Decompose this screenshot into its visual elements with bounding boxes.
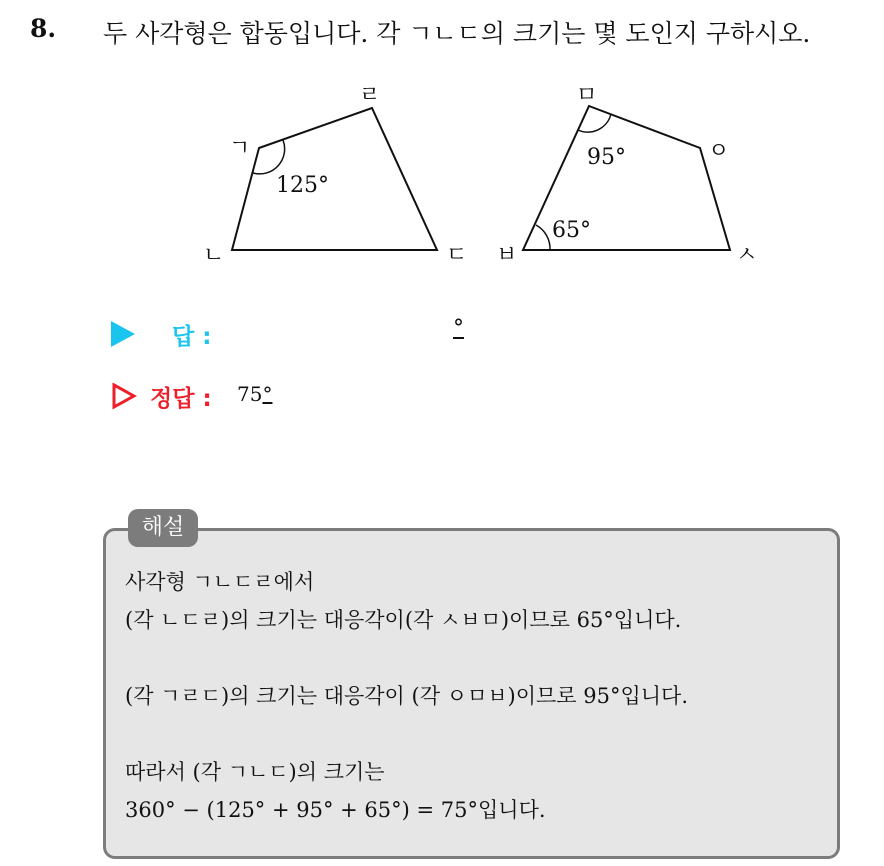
question-number: 8.: [30, 14, 57, 43]
solution-badge: 해설: [128, 509, 198, 547]
correct-answer-label: 정답 :: [150, 386, 212, 412]
quadrilateral-figures: [0, 0, 884, 300]
vertex-label-mieum: ㅁ: [576, 83, 598, 108]
solution-line-3: (각 ㄱㄹㄷ)의 크기는 대응각이 (각 ㅇㅁㅂ)이므로 95°입니다.: [125, 684, 689, 708]
correct-answer-number: 75: [237, 382, 263, 406]
vertex-label-siot: ㅅ: [736, 243, 758, 268]
solution-line-1: 사각형 ㄱㄴㄷㄹ에서: [125, 570, 315, 594]
answer-input-unit[interactable]: °: [453, 316, 464, 341]
answer-label: 답 :: [172, 324, 212, 350]
figure-right: [496, 83, 757, 268]
play-triangle-icon: [111, 321, 135, 347]
outline-triangle-icon: [111, 382, 137, 410]
correct-answer-unit: °: [262, 382, 273, 406]
vertex-label-ieung: ㅇ: [708, 139, 730, 164]
angle-label-65: 65°: [552, 218, 591, 243]
correct-answer-value: [237, 382, 272, 406]
vertex-label-digeut: ㄷ: [446, 243, 468, 268]
question-text: 두 사각형은 합동입니다. 각 ㄱㄴㄷ의 크기는 몇 도인지 구하시오.: [103, 19, 811, 48]
vertex-label-giyeok: ㄱ: [229, 136, 251, 161]
vertex-label-nieun: ㄴ: [203, 243, 225, 268]
angle-arc-65: [536, 225, 550, 250]
solution-line-2: (각 ㄴㄷㄹ)의 크기는 대응각이(각 ㅅㅂㅁ)이므로 65°입니다.: [125, 608, 682, 632]
vertex-label-rieul: ㄹ: [359, 83, 381, 108]
solution-line-4: 따라서 (각 ㄱㄴㄷ)의 크기는: [125, 760, 385, 784]
angle-arc-95: [578, 114, 611, 132]
solution-line-5: 360° − (125° + 95° + 65°) = 75°입니다.: [125, 798, 546, 822]
angle-label-95: 95°: [587, 145, 626, 170]
vertex-label-bieup: ㅂ: [496, 243, 518, 268]
figure-left: [203, 83, 467, 268]
quadrilateral-left: [232, 108, 437, 250]
angle-label-125: 125°: [276, 173, 329, 198]
